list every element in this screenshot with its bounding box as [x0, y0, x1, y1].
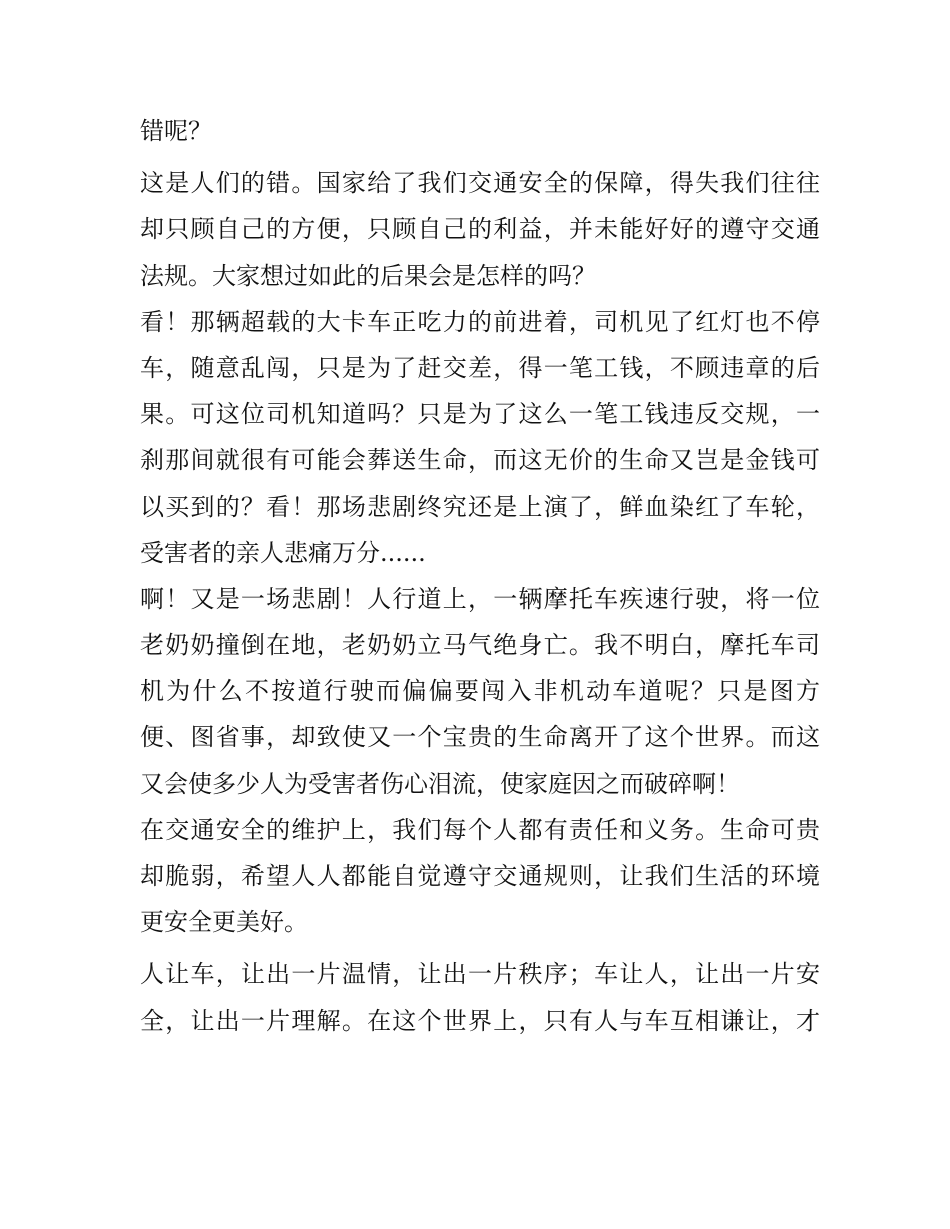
text-line: 人让车，让出一片温情，让出一片秩序；车让人，让出一片安	[140, 960, 820, 989]
text-line: 法规。大家想过如此的后果会是怎样的吗？	[140, 261, 596, 290]
paragraph	[140, 951, 820, 1043]
paragraph	[140, 299, 820, 576]
text-line: 却只顾自己的方便，只顾自己的利益，并未能好好的遵守交通	[140, 215, 820, 244]
paragraph	[140, 160, 820, 299]
text-line: 老奶奶撞倒在地，老奶奶立马气绝身亡。我不明白，摩托车司	[140, 631, 820, 660]
text-line: 这是人们的错。国家给了我们交通安全的保障，得失我们往往	[140, 169, 820, 198]
paragraph	[140, 108, 820, 154]
paragraph	[140, 807, 820, 946]
text-line: 车，随意乱闯，只是为了赶交差，得一笔工钱，不顾违章的后	[140, 353, 820, 382]
text-line: 机为什么不按道行驶而偏偏要闯入非机动车道呢？只是图方	[140, 677, 820, 706]
essay-body	[140, 108, 820, 1044]
text-line: 受害者的亲人悲痛万分......	[140, 538, 426, 567]
text-line: 便、图省事，却致使又一个宝贵的生命离开了这个世界。而这	[140, 723, 820, 752]
text-line: 错呢？	[140, 117, 212, 145]
paragraph	[140, 576, 820, 807]
text-line: 刹那间就很有可能会葬送生命，而这无价的生命又岂是金钱可	[140, 446, 820, 475]
text-line: 在交通安全的维护上，我们每个人都有责任和义务。生命可贵	[140, 815, 820, 844]
text-line: 果。可这位司机知道吗？只是为了这么一笔工钱违反交规，一	[140, 400, 820, 429]
text-line: 又会使多少人为受害者伤心泪流，使家庭因之而破碎啊！	[140, 769, 740, 798]
text-line: 以买到的？看！那场悲剧终究还是上演了，鲜血染红了车轮，	[140, 492, 820, 521]
text-line: 却脆弱，希望人人都能自觉遵守交通规则，让我们生活的环境	[140, 862, 820, 890]
text-line: 全，让出一片理解。在这个世界上，只有人与车互相谦让，才	[140, 1006, 820, 1035]
text-line: 更安全更美好。	[140, 908, 308, 937]
text-line: 看！那辆超载的大卡车正吃力的前进着，司机见了红灯也不停	[140, 307, 820, 336]
text-line: 啊！又是一场悲剧！人行道上，一辆摩托车疾速行驶，将一位	[140, 584, 820, 613]
